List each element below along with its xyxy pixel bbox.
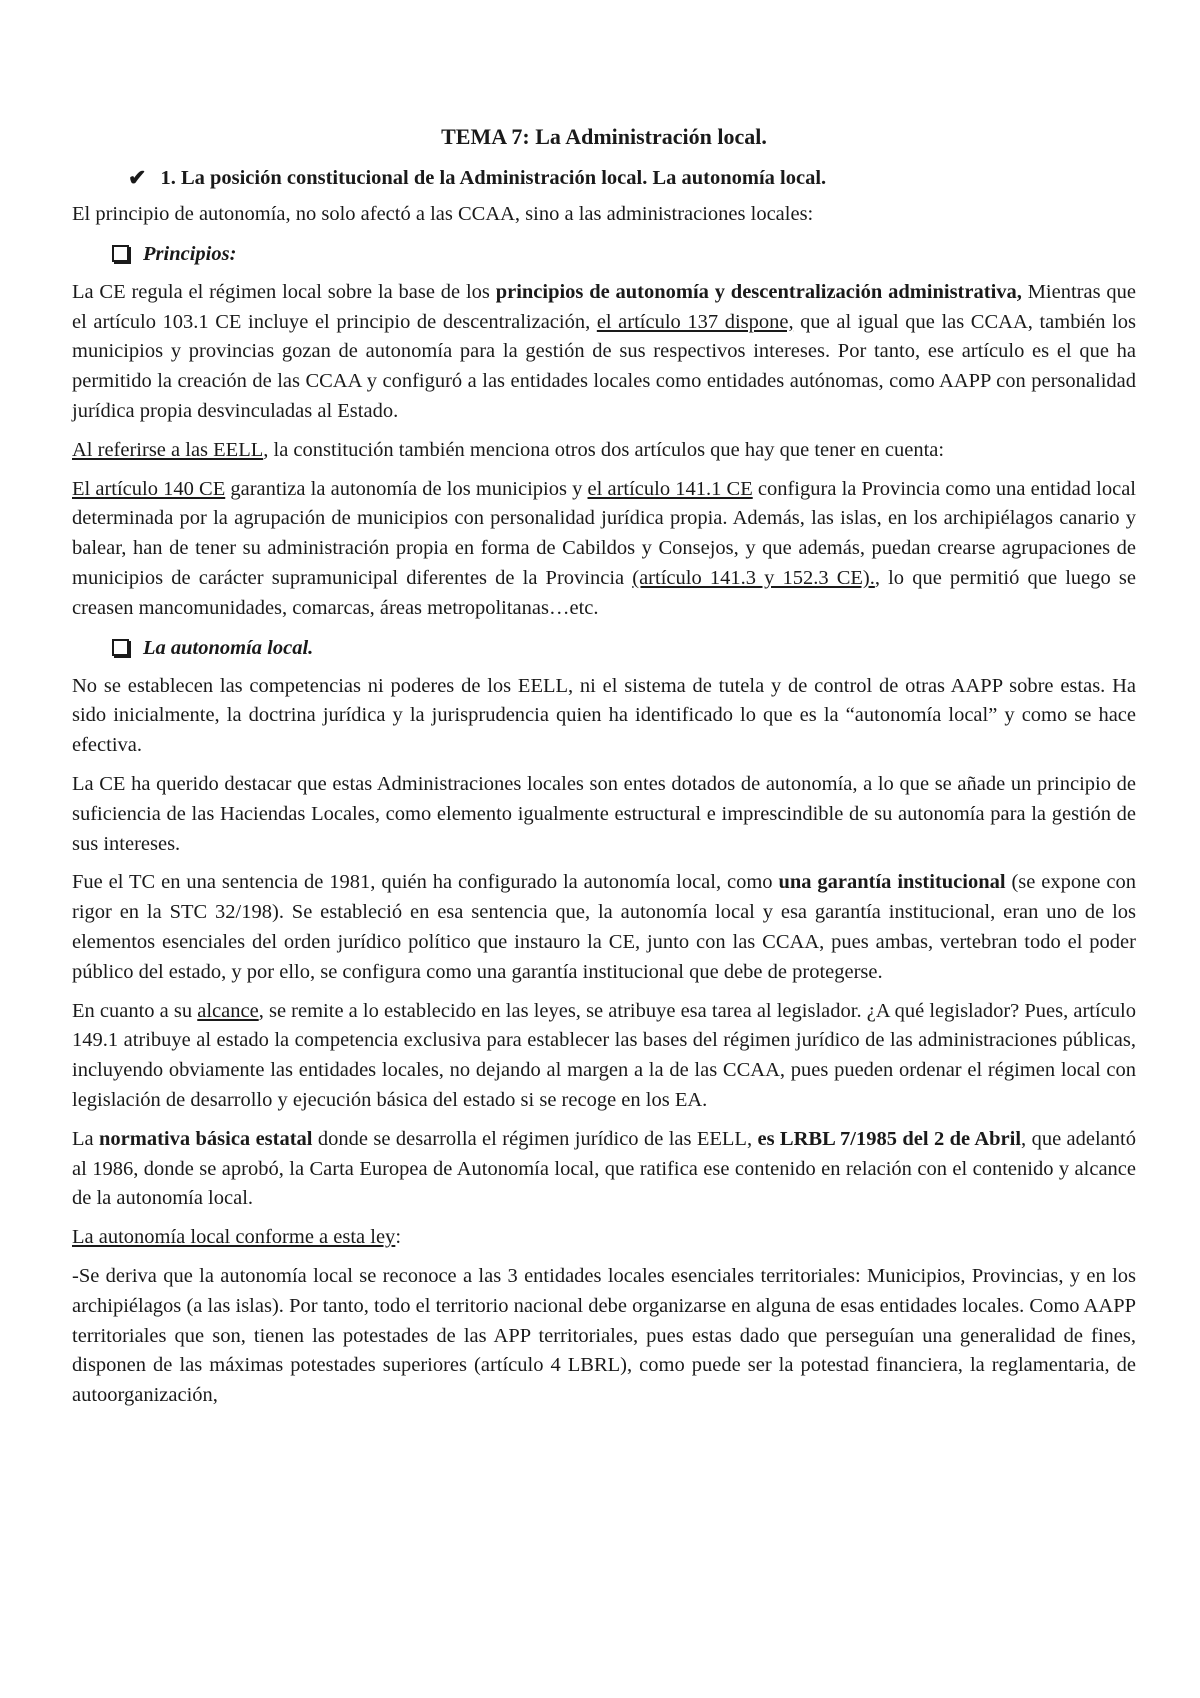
bold-text: normativa básica estatal [99,1127,313,1150]
section-heading [72,163,1136,193]
text-run: configura la Provincia como una entidad local determinada por la agrupación de municipios con personalidad jurídica propia. Además, las islas, en los archipiélagos canario y balear, han de tener su administración propia en forma de Cabildos y Consejos, y que además, puedan crearse agrupaciones de municipios de carácter supramunicipal diferentes de la Provincia [72,477,1137,589]
square-bullet-icon [112,639,129,656]
underlined-text: La autonomía local conforme a esta ley [72,1226,396,1249]
square-bullet-icon [112,245,129,262]
paragraph-competencias: No se establecen las competencias ni poderes de los EELL, ni el sistema de tutela y de control de otras AAPP sobre estas. Ha sido inicialmente, la doctrina jurídica y la jurisprudencia quien ha identificado lo que es la “autonomía local” y como se hace efectiva. [72,674,1136,757]
text-run: , lo que permitió que luego se creasen mancomunidades, comarcas, áreas metropolitanas…etc. [72,566,1136,619]
paragraph-entidades: -Se deriva que la autonomía local se reconoce a las 3 entidades locales esenciales territoriales: Municipios, Provincias, y en los archipiélagos (a las islas). Por tanto, todo el territorio nacional debe organizarse en alguna de esas entidades locales. Como AAPP territoriales que son, tienen las potestades de las APP territoriales, pues estas dado que perseguían una generalidad de fines, disponen de las máximas potestades superiores (artículo 4 LBRL), como puede ser la potestad financiera, la reglamentaria, de autoorganización, [72,1264,1136,1407]
section-heading-text: 1. La posición constitucional de la Administración local. La autonomía local. [160,167,827,189]
text-run: (se expone con rigor en la STC 32/198). Se estableció en esa sentencia que, la autonomía local y esa garantía institucional, eran uno de los elementos esenciales del orden jurídico político que instauro la CE, junto con las CCAA, pues ambas, vertebran todo el poder público del estado, y por ello, se configura como una garantía institucional que debe de protegerse. [72,871,1136,983]
paragraph-articulos [72,475,1136,624]
text-run: En cuanto a su [72,999,198,1022]
text-run: : [395,1226,402,1249]
paragraph-ley-heading [72,1223,1136,1253]
underlined-text: (artículo 141.3 y 152.3 CE). [632,566,875,589]
underlined-text: Al referirse a las EELL [72,438,264,461]
underlined-text: el artículo 137 dispone, [596,310,794,333]
paragraph-tc [72,868,1136,987]
underlined-text: alcance [197,999,259,1022]
text-run: La CE regula el régimen local sobre la base de los [72,280,496,303]
text-run: , que adelantó al 1986, donde se aprobó, la Carta Europea de Autonomía local, que ratifica ese contenido en relación con el contenido y alcance de la autonomía local. [72,1127,1136,1210]
text-run: Fue el TC en una sentencia de 1981, quién ha configurado la autonomía local, como [72,871,779,894]
paragraph-alcance [72,997,1136,1116]
underlined-text: El artículo 140 CE [72,477,226,500]
bold-text: es LRBL 7/1985 del 2 de Abril [757,1127,1022,1150]
text-run: que al igual que las CCAA, también los municipios y provincias gozan de autonomía para la gestión de sus respectivos intereses. Por tanto, ese artículo es el que ha permitido la creación de las CCAA y configuró a las entidades locales como entidades autónomas, como AAPP con personalidad jurídica propia desvinculadas al Estado. [72,310,1136,422]
text-run: Mientras que el artículo 103.1 CE incluye el principio de descentralización, [72,280,1136,333]
text-run: donde se desarrolla el régimen jurídico de las EELL, [312,1127,758,1150]
bold-text: principios de autonomía y descentralización administrativa, [495,280,1022,303]
paragraph-eell [72,436,1136,466]
bold-text: una garantía institucional [778,871,1006,894]
paragraph-haciendas: La CE ha querido destacar que estas Administraciones locales son entes dotados de autonomía, a lo que se añade un principio de suficiencia de las Haciendas Locales, como elemento igualmente estructural e imprescindible de su autonomía para la gestión de sus intereses. [72,772,1136,855]
paragraph-principios [72,278,1136,427]
text-run: La [72,1127,100,1150]
subheading-text: La autonomía local. [143,636,314,659]
intro-paragraph: El principio de autonomía, no solo afectó a las CCAA, sino a las administraciones locales: [72,203,814,225]
underlined-text: el artículo 141.1 CE [587,477,753,500]
subheading-text: Principios: [143,242,237,265]
text-run: garantiza la autonomía de los municipios y [225,477,588,500]
subheading-principios [72,239,1136,269]
text-run: , la constitución también menciona otros dos artículos que hay que tener en cuenta: [263,438,945,461]
text-run: , se remite a lo establecido en las leyes, se atribuye esa tarea al legislador. ¿A qué legislador? Pues, artículo 149.1 atribuye al estado la competencia exclusiva para establecer las bases del régimen jurídico de las administraciones públicas, incluyendo obviamente las entidades locales, no dejando al margen a la de las CCAA, pues pueden ordenar el régimen local con legislación de desarrollo y ejecución básica del estado si se recoge en los EA. [72,999,1136,1111]
checkmark-icon: ✔ [128,165,147,190]
page-title: TEMA 7: La Administración local. [441,124,767,149]
paragraph-normativa [72,1125,1136,1214]
subheading-autonomia [72,633,1136,663]
